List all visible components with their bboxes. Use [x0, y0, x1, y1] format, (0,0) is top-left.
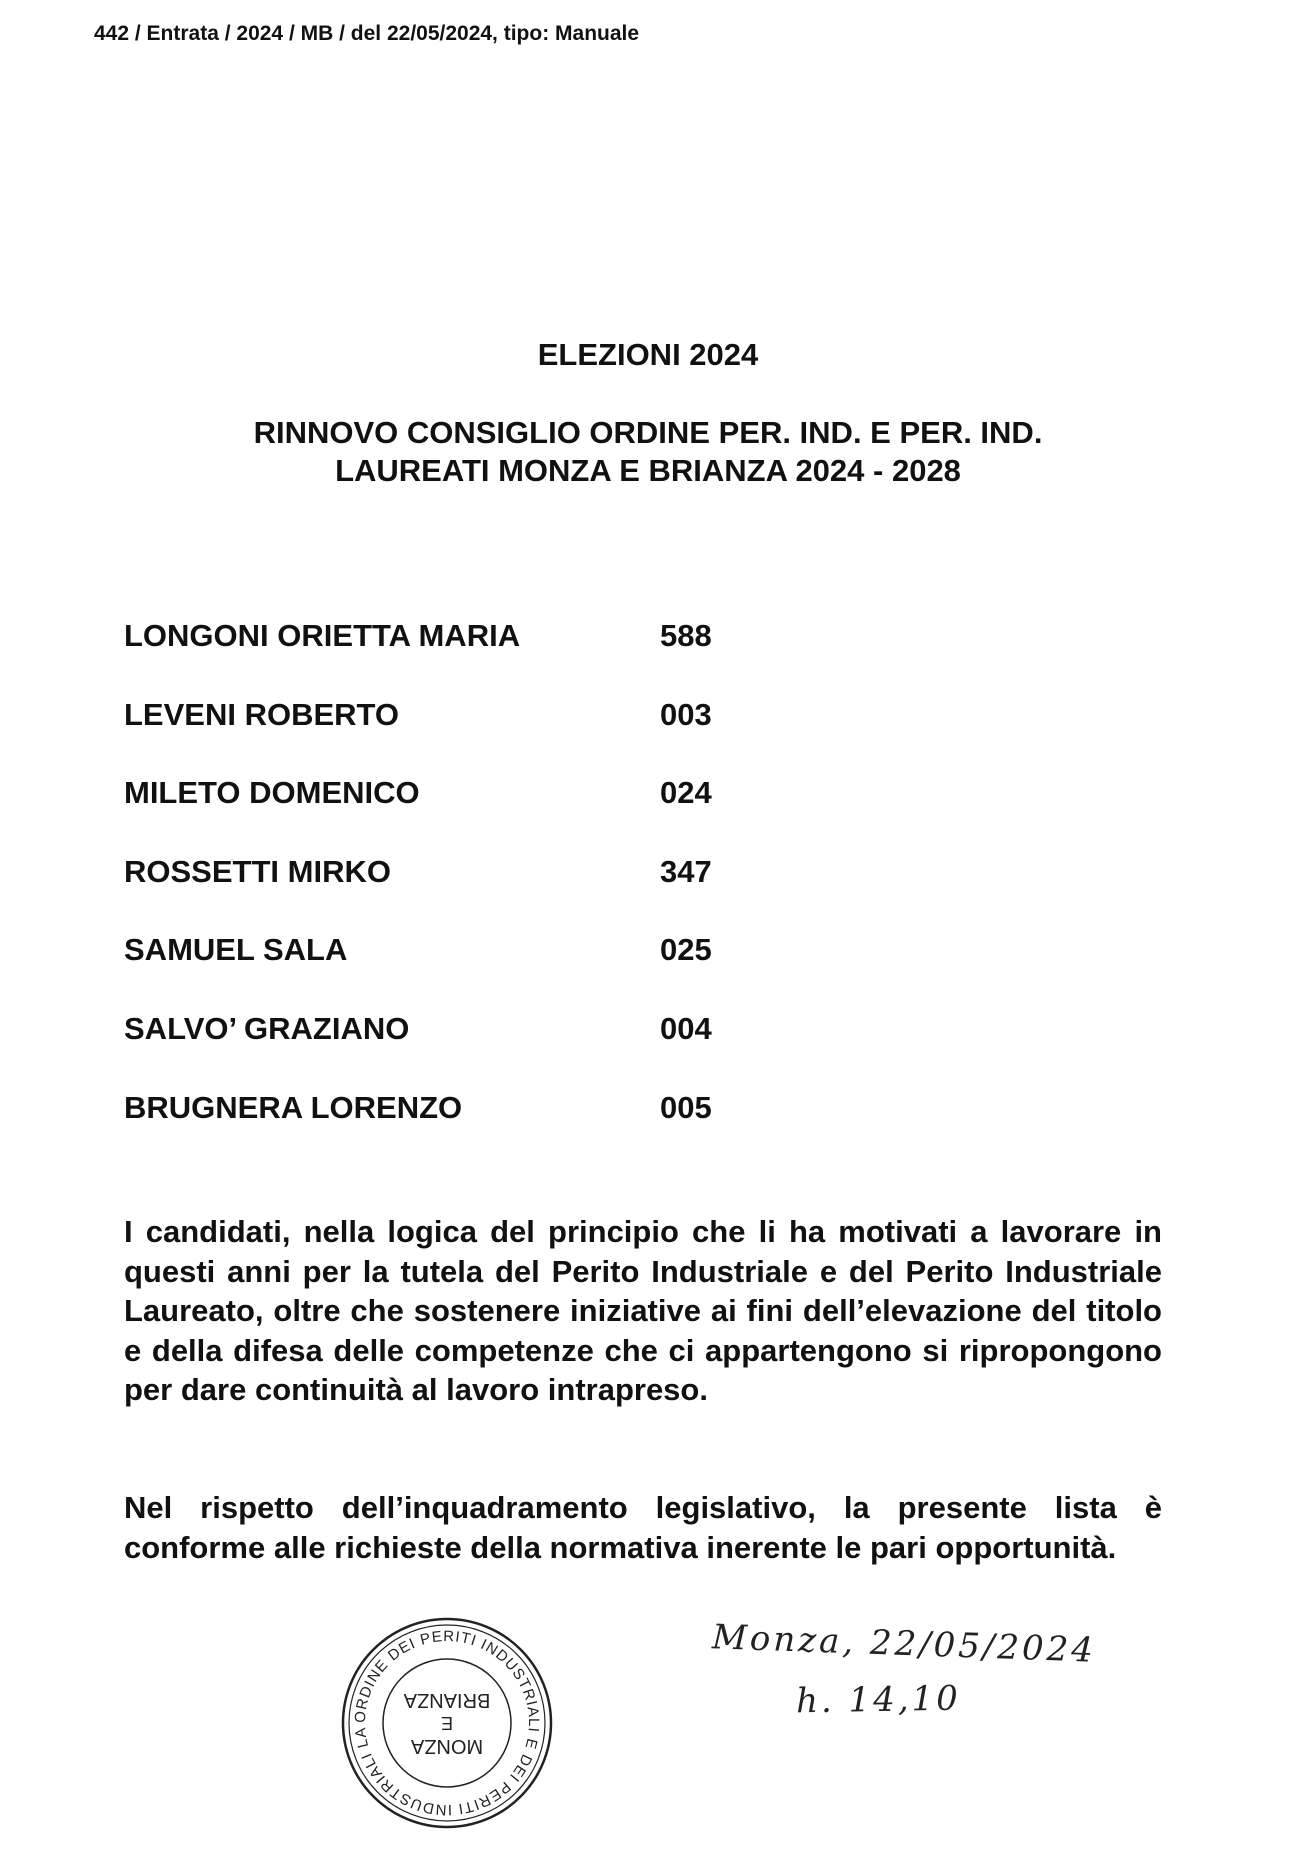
candidate-name: MILETO DOMENICO — [124, 775, 420, 811]
document-title: ELEZIONI 2024 — [537, 337, 759, 372]
candidate-number: 025 — [660, 932, 712, 968]
candidate-row — [124, 1090, 924, 1169]
subtitle-line-1: RINNOVO CONSIGLIO ORDINE PER. IND. E PER. IND. — [253, 415, 1043, 450]
candidate-number: 024 — [660, 775, 712, 811]
candidate-number: 005 — [660, 1089, 712, 1125]
candidate-row — [124, 697, 924, 776]
candidate-number: 347 — [660, 853, 712, 889]
candidate-row — [124, 932, 924, 1011]
document-subtitle — [0, 414, 1296, 490]
candidate-row — [124, 775, 924, 854]
svg-text:MONZA: MONZA — [410, 1735, 484, 1757]
candidate-list — [124, 618, 924, 1168]
official-stamp — [338, 1614, 556, 1832]
subtitle-line-2: LAUREATI MONZA E BRIANZA 2024 - 2028 — [335, 453, 961, 488]
candidate-name: ROSSETTI MIRKO — [124, 853, 391, 889]
candidate-row — [124, 1011, 924, 1090]
candidate-number: 588 — [660, 618, 712, 653]
svg-text:BRIANZA: BRIANZA — [403, 1689, 491, 1711]
candidate-row — [124, 854, 924, 933]
stamp-graphic — [338, 1614, 556, 1832]
paragraph-candidates-statement: I candidati, nella logica del principio che li ha motivati a lavorare in questi anni per la tutela del Perito Industriale e del Perito Industriale Laureato, oltre che sostenere iniziative ai fini dell’elevazione del titolo e della difesa delle competenze che ci appartengono si ripropongono per dare continuità al lavoro intrapreso. — [124, 1214, 1162, 1408]
candidate-name: SAMUEL SALA — [124, 932, 348, 968]
paragraph-equal-opportunity: Nel rispetto dell’inquadramento legislativo, la presente lista è conforme alle richieste della normativa inerente le pari opportunità. — [124, 1490, 1162, 1565]
handwritten-place-date: Monza, 22/05/2024 — [711, 1617, 1097, 1671]
svg-text:ORDINE DEI PERITI INDUSTRIALI: ORDINE DEI PERITI INDUSTRIALI E DEI PERITI INDUSTRIALI LA — [351, 1627, 543, 1819]
svg-text:E: E — [440, 1713, 454, 1733]
candidate-number: 003 — [660, 696, 712, 732]
candidate-name: LONGONI ORIETTA MARIA — [124, 618, 521, 653]
candidate-name: SALVO’ GRAZIANO — [124, 1010, 410, 1046]
candidate-number: 004 — [660, 1010, 712, 1046]
protocol-header: 442 / Entrata / 2024 / MB / del 22/05/2024, tipo: Manuale — [94, 22, 640, 45]
handwritten-time: h. 14,10 — [795, 1678, 962, 1722]
candidate-name: BRUGNERA LORENZO — [124, 1089, 463, 1125]
candidate-name: LEVENI ROBERTO — [124, 696, 400, 732]
candidate-row — [124, 618, 924, 697]
